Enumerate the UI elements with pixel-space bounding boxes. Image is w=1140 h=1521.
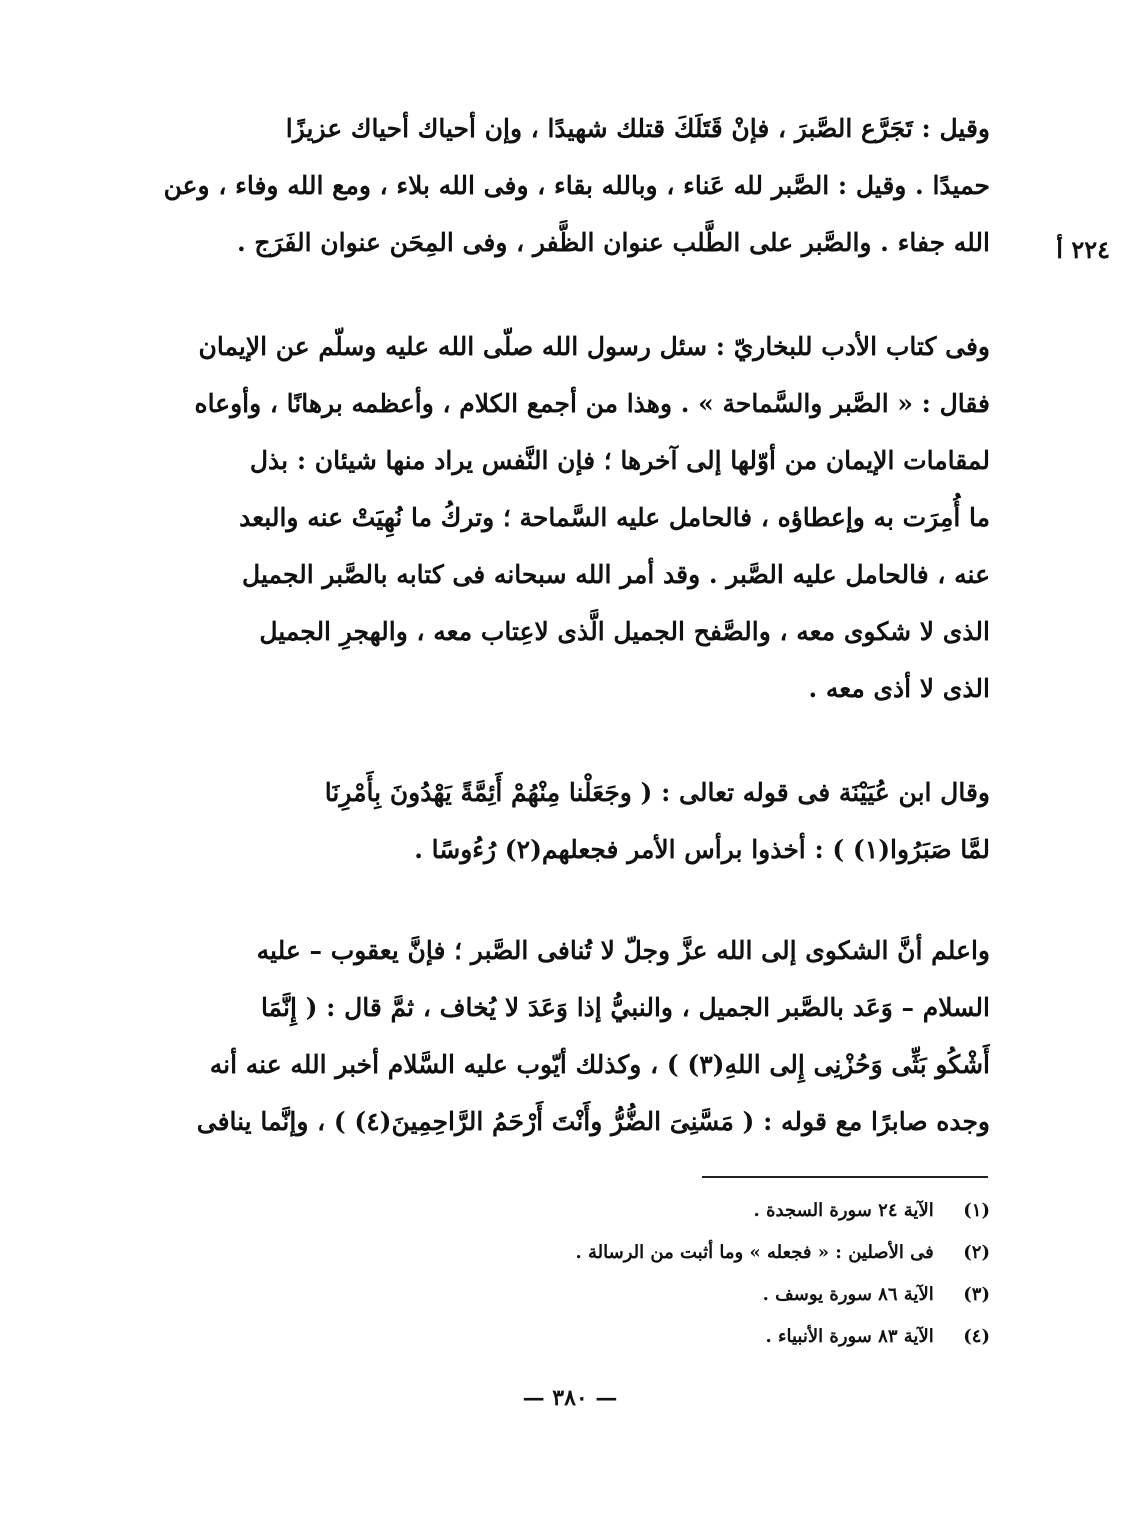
text-line: وقيل : تَجَرَّع الصَّبرَ ، فإنْ قَتَلَكَ قتلك شهيدًا ، وإن أحياك أحياك عزيزًا (285, 114, 990, 143)
text-line: وقال ابن عُيَيْنَة فى قوله تعالى : ( وجَعَلْنا مِنْهُمْ أَئِمَّةً يَهْدُونَ بِأَمْرِنَا (324, 778, 990, 807)
text-line: حميدًا . وقيل : الصَّبر لله عَناء ، وبالله بقاء ، وفى الله بلاء ، ومع الله وفاء ، وعن (163, 171, 990, 200)
footnote-text: الآية ٨٦ سورة يوسف . (762, 1284, 934, 1305)
text-line: عنه ، فالحامل عليه الصَّبر . وقد أمر الله سبحانه فى كتابه بالصَّبر الجميل (242, 560, 990, 589)
text-line: لمقامات الإيمان من أوّلها إلى آخرها ؛ فإن النَّفس يراد منها شيئان : بذل (249, 446, 990, 475)
footnote (400, 1190, 990, 1232)
footnotes (400, 1190, 990, 1358)
text-line: لمَّا صَبَرُوا(١) ) : أخذوا برأس الأمر فجعلهم(٢) رُءُوسًا . (414, 835, 990, 864)
footnote-text: فى الأصلين : « فجعله » وما أثبت من الرسالة . (575, 1242, 934, 1263)
text-line: واعلم أنَّ الشكوى إلى الله عزَّ وجلّ لا تُنافى الصَّبر ؛ فإنَّ يعقوب – عليه (256, 936, 990, 965)
page-number: — ٣٨٠ — (522, 1385, 618, 1411)
text-line: ما أُمِرَت به وإعطاؤه ، فالحامل عليه السَّماحة ؛ وتركُ ما نُهِيَتْ عنه والبعد (239, 503, 990, 532)
paragraph-1 (100, 100, 990, 271)
footnote-text: الآية ٨٣ سورة الأنبياء . (765, 1326, 934, 1347)
text-line: السلام – وَعَد بالصَّبر الجميل ، والنبيُّ إذا وَعَدَ لا يُخاف ، ثمَّ قال : ( إِنَّمَا (260, 993, 990, 1022)
footnote-divider (702, 1176, 988, 1178)
paragraph-2 (100, 318, 990, 717)
footnote-number: (٣) (963, 1284, 990, 1305)
text-line: وجده صابرًا مع قوله : ( مَسَّنِىَ الضُّرُّ وأَنْتَ أَرْحَمُ الرَّاحِمِينَ(٤) ) ، وإنَّما ينافى (196, 1107, 990, 1136)
margin-reference: ٢٢٤ أ (1056, 235, 1110, 264)
footnote-number: (٤) (963, 1326, 990, 1347)
paragraph-3 (100, 764, 990, 878)
text-line: الذى لا أذى معه . (808, 674, 990, 703)
footnote (400, 1316, 990, 1358)
text-line: فقال : « الصَّبر والسَّماحة » . وهذا من أجمع الكلام ، وأعظمه برهانًا ، وأوعاه (194, 389, 990, 418)
footnote-number: (٢) (963, 1242, 990, 1263)
text-line: وفى كتاب الأدب للبخاريّ : سئل رسول الله صلّى الله عليه وسلّم عن الإيمان (198, 332, 990, 361)
paragraph-4 (100, 922, 990, 1150)
text-line: الذى لا شكوى معه ، والصَّفح الجميل الَّذى لاعِتاب معه ، والهجرِ الجميل (259, 617, 990, 646)
footnote-text: الآية ٢٤ سورة السجدة . (753, 1200, 934, 1221)
text-line: أَشْكُو بَثِّى وَحُزْنِى إِلى اللهِ(٣) ) ، وكذلك أيّوب عليه السَّلام أخبر الله عنه أنه (209, 1050, 990, 1079)
footnote (400, 1274, 990, 1316)
footnote-number: (١) (963, 1200, 990, 1221)
footnote (400, 1232, 990, 1274)
text-line: الله جفاء . والصَّبر على الطَّلب عنوان الظَّفر ، وفى المِحَن عنوان الفَرَج . (237, 228, 990, 257)
